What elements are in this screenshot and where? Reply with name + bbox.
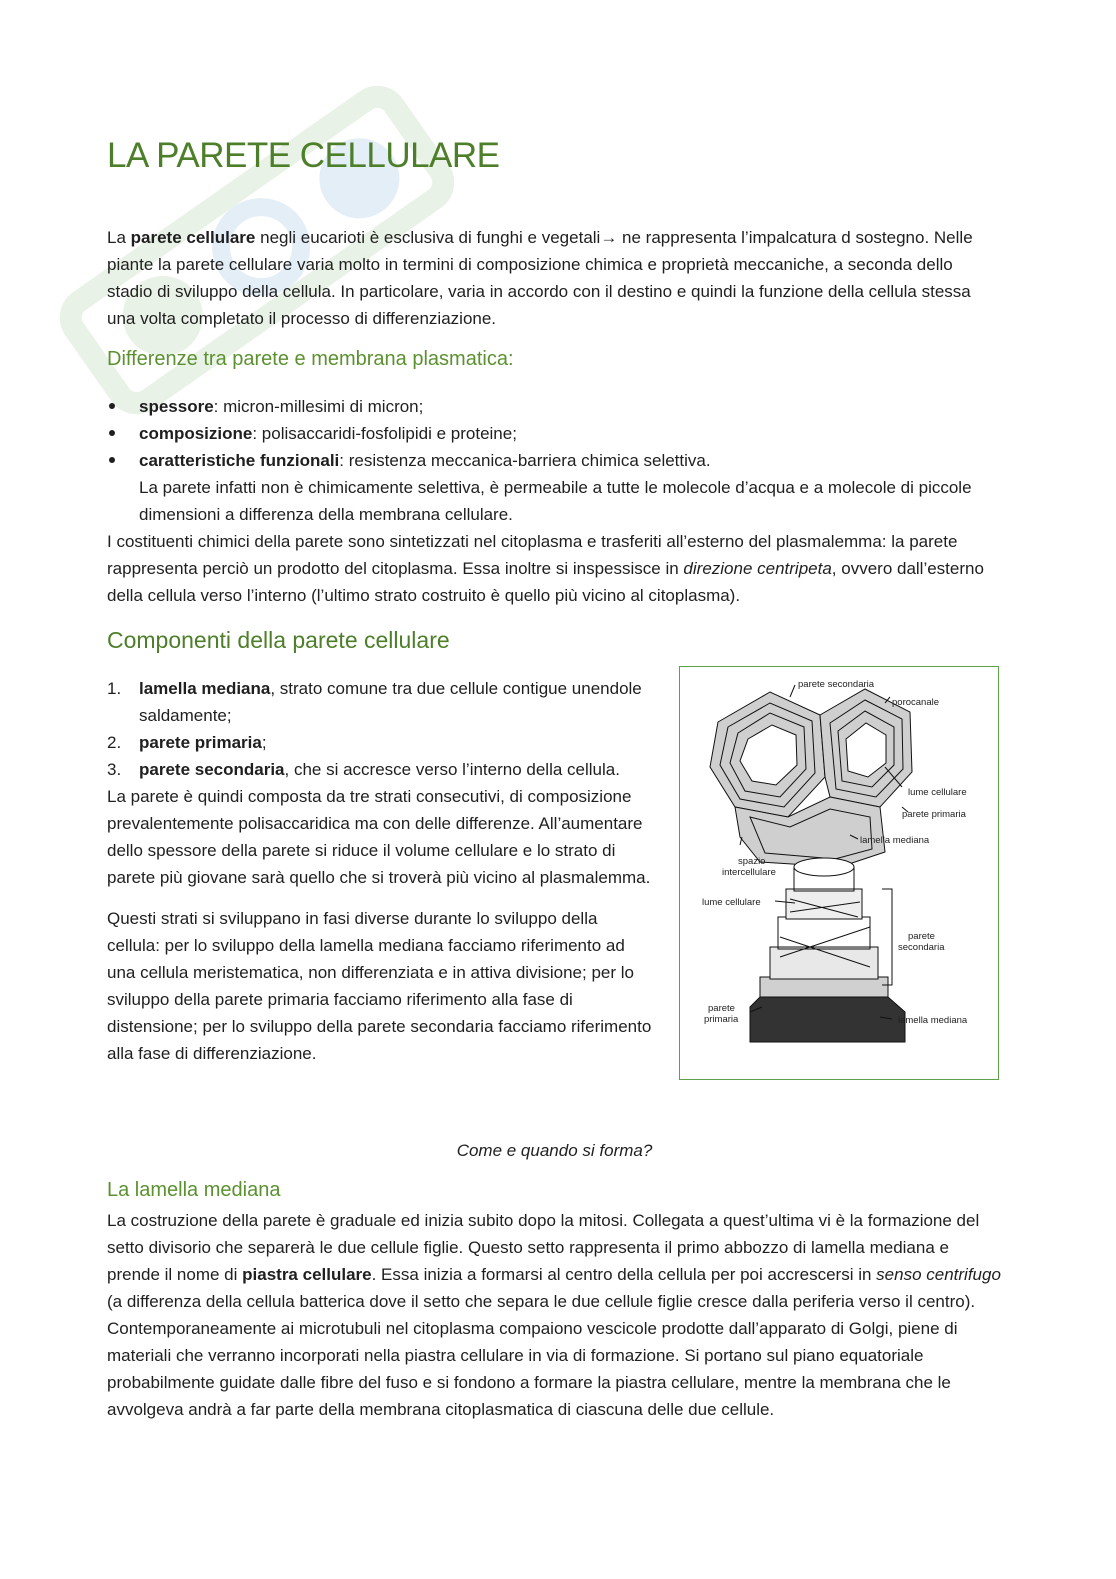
label-parete: parete: [908, 931, 935, 942]
differences-list-block: [107, 393, 1002, 609]
label-lamella-mediana: lamella mediana: [860, 835, 930, 846]
differences-list: [107, 393, 1002, 474]
lamella-heading-block: [107, 1179, 1002, 1202]
page-title: LA PARETE CELLULARE: [107, 136, 500, 175]
list-item: caratteristiche funzionali: resistenza meccanica-barriera chimica selettiva.: [107, 447, 1002, 474]
label-lume-cellulare-2: lume cellulare: [702, 897, 761, 908]
label-parete-primaria: parete primaria: [902, 809, 966, 820]
differences-note: La parete infatti non è chimicamente selettiva, è permeabile a tutte le molecole d’acqua e a molecole di piccole dimensioni a differenza della membrana cellulare.: [139, 478, 972, 524]
lamella-paragraph-1: La costruzione della parete è graduale ed inizia subito dopo la mitosi. Collegata a quest’ultima vi è la formazione del setto divisorio che separerà le due cellule figlie. Questo setto rappresenta il primo abbozzo di lamella mediana e prende il nome di piastra cellulare. Essa inizia a formarsi al centro della cellula per poi accrescersi in senso centrifugo (a differenza della cellula batterica dove il setto che separa le due cellule figlie cresce dalla periferia verso il centro).: [107, 1211, 1001, 1311]
lamella-paragraph-2: Contemporaneamente ai microtubuli nel citoplasma compaiono vescicole prodotte dall’apparato di Golgi, piene di materiali che verranno incorporati nella piastra cellulare in via di formazione. Si portano sul piano equatoriale probabilmente guidate dalle fibre del fuso e si fondono a formare la piastra cellulare, mentre la membrana che le avvolgeva andrà a far parte della membrana citoplasmatica di ciascuna delle due cellule.: [107, 1319, 958, 1419]
centripetal-paragraph: I costituenti chimici della parete sono sintetizzati nel citoplasma e trasferiti all’esterno del plasmalemma: la parete rappresenta perciò un prodotto del citoplasma. Essa inoltre si inspessisce in direzione centripeta, ovvero dall’esterno della cellula verso l’interno (l’ultimo strato costruito è quello più vicino al citoplasma).: [107, 532, 984, 605]
list-item: spessore: micron-millesimi di micron;: [107, 393, 1002, 420]
intro-section: [107, 224, 1002, 332]
differences-section: [107, 348, 1002, 371]
list-item: 3. parete secondaria, che si accresce verso l’interno della cellula.: [107, 760, 620, 779]
label-intercellulare: intercellulare: [722, 867, 776, 878]
list-item: 1. lamella mediana, strato comune tra due cellule contigue unendole saldamente;: [107, 679, 642, 725]
intro-paragraph: La parete cellulare negli eucarioti è esclusiva di funghi e vegetali→ ne rappresenta l’impalcatura d sostegno. Nelle piante la parete cellulare varia molto in termini di composizione chimica e proprietà meccaniche, a seconda dello stadio di sviluppo della cellula. In particolare, varia in accordo con il destino e quindi la funzione della cellula stessa una volta completato il processo di differenziazione.: [107, 228, 973, 328]
components-heading-block: [107, 627, 1002, 654]
label-parete-secondaria: parete secondaria: [798, 679, 875, 690]
label-parete-2: parete: [708, 1003, 735, 1014]
list-item: composizione: polisaccaridi-fosfolipidi e proteine;: [107, 420, 1002, 447]
label-lamella-mediana-2: lamella mediana: [898, 1015, 968, 1026]
components-heading: Componenti della parete cellulare: [107, 627, 450, 653]
label-spazio: spazio: [738, 856, 766, 867]
components-section: [107, 675, 652, 1067]
label-lume-cellulare: lume cellulare: [908, 787, 967, 798]
cell-wall-diagram: [680, 667, 998, 1079]
question-line: Come e quando si forma?: [456, 1141, 653, 1160]
label-secondaria: secondaria: [898, 942, 945, 953]
arrow-right-icon: →: [600, 228, 618, 247]
label-primaria: primaria: [704, 1014, 739, 1025]
label-porocanale: porocanale: [892, 697, 940, 708]
lamella-heading: La lamella mediana: [107, 1179, 281, 1201]
cell-wall-figure: [679, 666, 999, 1080]
list-item: 2. parete primaria;: [107, 733, 267, 752]
components-paragraph-1: La parete è quindi composta da tre strati consecutivi, di composizione prevalentemente polisaccaridica ma con delle differenze. All’aumentare dello spessore della parete si riduce il volume cellulare e lo strato di parete più giovane sarà quello che si troverà più vicino al plasmalemma.: [107, 787, 651, 887]
lamella-section: [107, 1207, 1002, 1423]
components-list: [107, 675, 652, 783]
differences-heading: Differenze tra parete e membrana plasmatica:: [107, 348, 514, 370]
components-paragraph-2: Questi strati si sviluppano in fasi diverse durante lo sviluppo della cellula: per lo sviluppo della lamella mediana facciamo riferimento ad una cellula meristematica, non differenziata e in attiva divisione; per lo sviluppo della parete primaria facciamo riferimento alla fase di distensione; per lo sviluppo della parete secondaria facciamo riferimento alla fase di differenziazione.: [107, 909, 652, 1063]
